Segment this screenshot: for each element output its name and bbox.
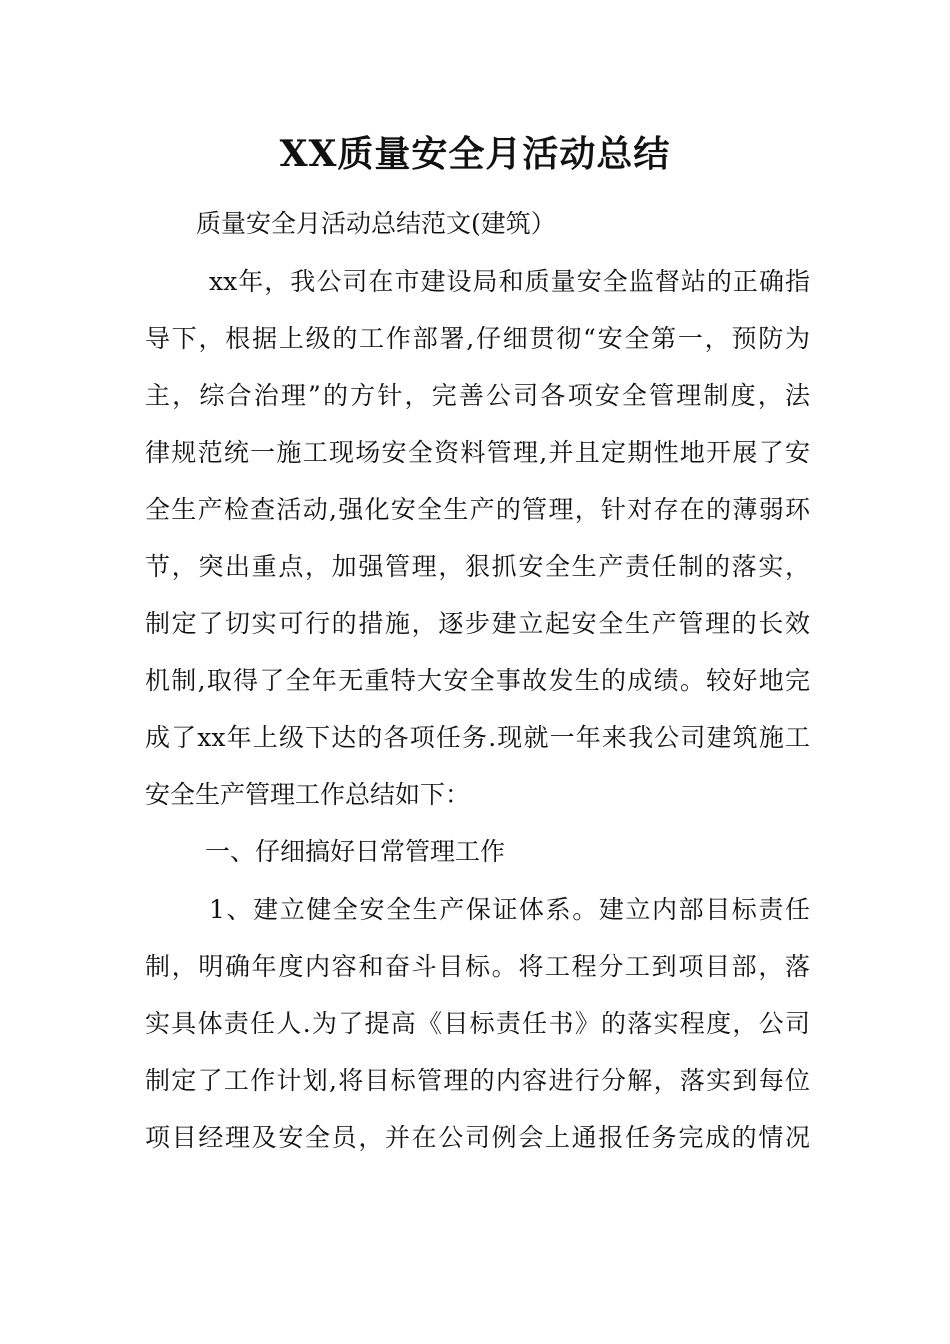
paragraph-line: 主，综合治理”的方针，完善公司各项安全管理制度，法 [145,381,810,410]
paragraph-line: 制定了工作计划,将目标管理的内容进行分解，落实到每位 [145,1066,810,1095]
document-subtitle: 质量安全月活动总结范文(建筑） [196,209,556,238]
paragraph-line: 项目经理及安全员，并在公司例会上通报任务完成的情况 [145,1123,810,1152]
paragraph-line: 1、建立健全安全生产保证体系。建立内部目标责任 [209,895,810,924]
paragraph-line: 节，突出重点，加强管理，狠抓安全生产责任制的落实， [145,552,810,581]
paragraph-line: 全生产检查活动,强化安全生产的管理，针对存在的薄弱环 [145,495,810,524]
paragraph-line: 律规范统一施工现场安全资料管理,并且定期性地开展了安 [145,438,810,467]
paragraph-line: 制定了切实可行的措施，逐步建立起安全生产管理的长效 [145,609,810,638]
paragraph-line: 成了xx年上级下达的各项任务.现就一年来我公司建筑施工 [145,723,810,752]
paragraph-line: xx年，我公司在市建设局和质量安全监督站的正确指 [209,267,810,296]
paragraph-line: 实具体责任人.为了提高《目标责任书》的落实程度，公司 [145,1009,810,1038]
paragraph-line: 机制,取得了全年无重特大安全事故发生的成绩。较好地完 [145,666,810,695]
paragraph-line: 制，明确年度内容和奋斗目标。将工程分工到项目部，落 [145,952,810,981]
paragraph-line: 安全生产管理工作总结如下： [145,780,471,809]
section-heading: 一、仔细搞好日常管理工作 [205,837,506,866]
paragraph-line: 导下，根据上级的工作部署,仔细贯彻“安全第一，预防为 [145,324,810,353]
document-title: XX质量安全月活动总结 [279,133,671,175]
